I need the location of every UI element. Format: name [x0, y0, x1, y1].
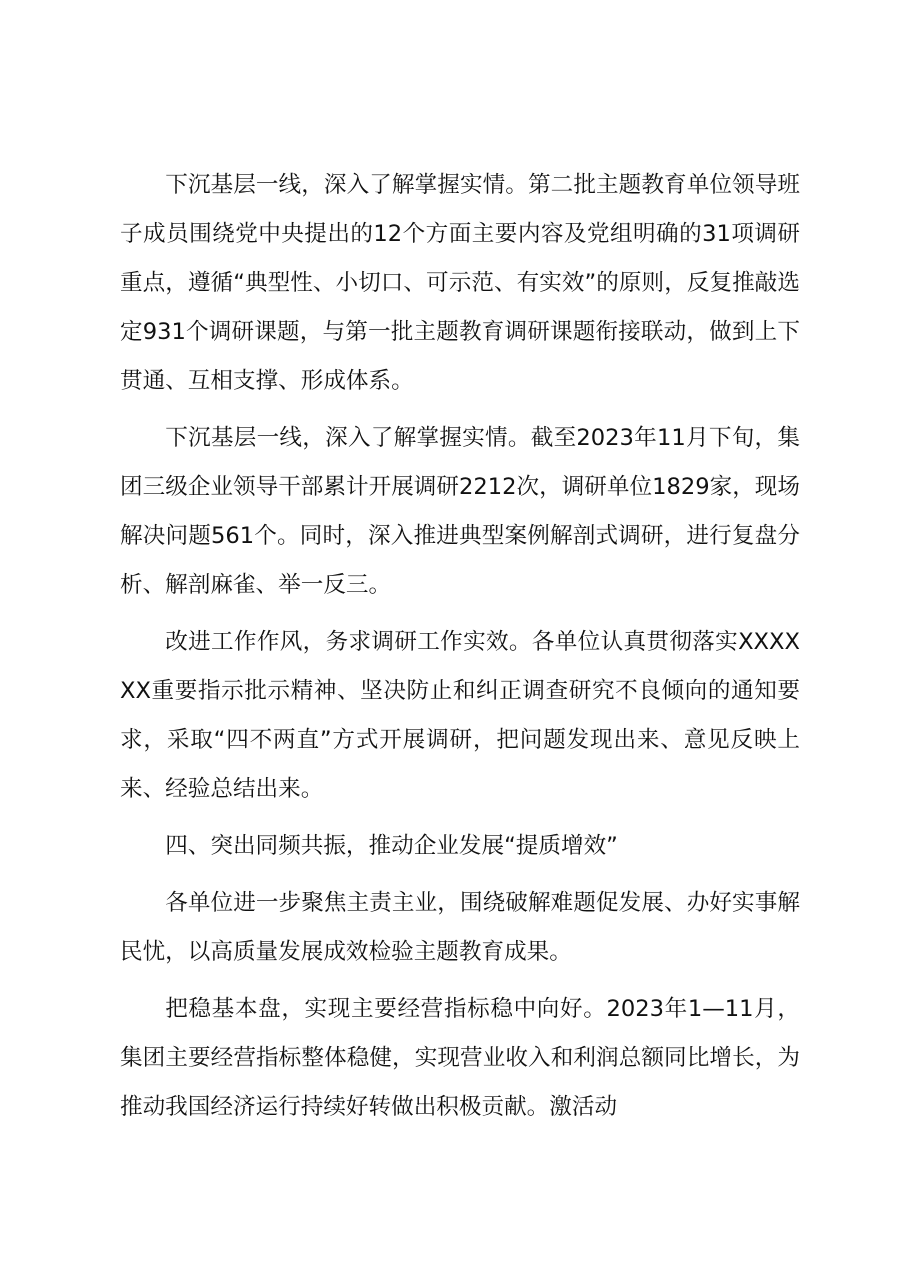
paragraph-6: 把稳基本盘，实现主要经营指标稳中向好。2023年1—11月，集团主要经营指标整体稳健，实现营业收入和利润总额同比增长，为推动我国经济运行持续好转做出积极贡献。激活动 — [120, 996, 800, 1120]
document-body — [120, 161, 800, 1140]
paragraph-1: 下沉基层一线，深入了解掌握实情。第二批主题教育单位领导班子成员围绕党中央提出的12个方面主要内容及党组明确的31项调研重点，遵循“典型性、小切口、可示范、有实效”的原则，反复推敲选定931个调研课题，与第一批主题教育调研课题衔接联动，做到上下贯通、互相支撑、形成体系。 — [120, 172, 800, 394]
paragraph-3: 改进工作作风，务求调研工作实效。各单位认真贯彻落实XXXXXX重要指示批示精神、坚决防止和纠正调查研究不良倾向的通知要求，采取“四不两直”方式开展调研，把问题发现出来、意见反映上来、经验总结出来。 — [120, 629, 800, 802]
paragraph-2: 下沉基层一线，深入了解掌握实情。截至2023年11月下旬，集团三级企业领导干部累计开展调研2212次，调研单位1829家，现场解决问题561个。同时，深入推进典型案例解剖式调研，进行复盘分析、解剖麻雀、举一反三。 — [120, 425, 800, 598]
paragraph-5: 各单位进一步聚焦主责主业，围绕破解难题促发展、办好实事解民忧，以高质量发展成效检验主题教育成果。 — [120, 890, 800, 965]
section-heading-4: 四、突出同频共振，推动企业发展“提质增效” — [165, 833, 618, 859]
